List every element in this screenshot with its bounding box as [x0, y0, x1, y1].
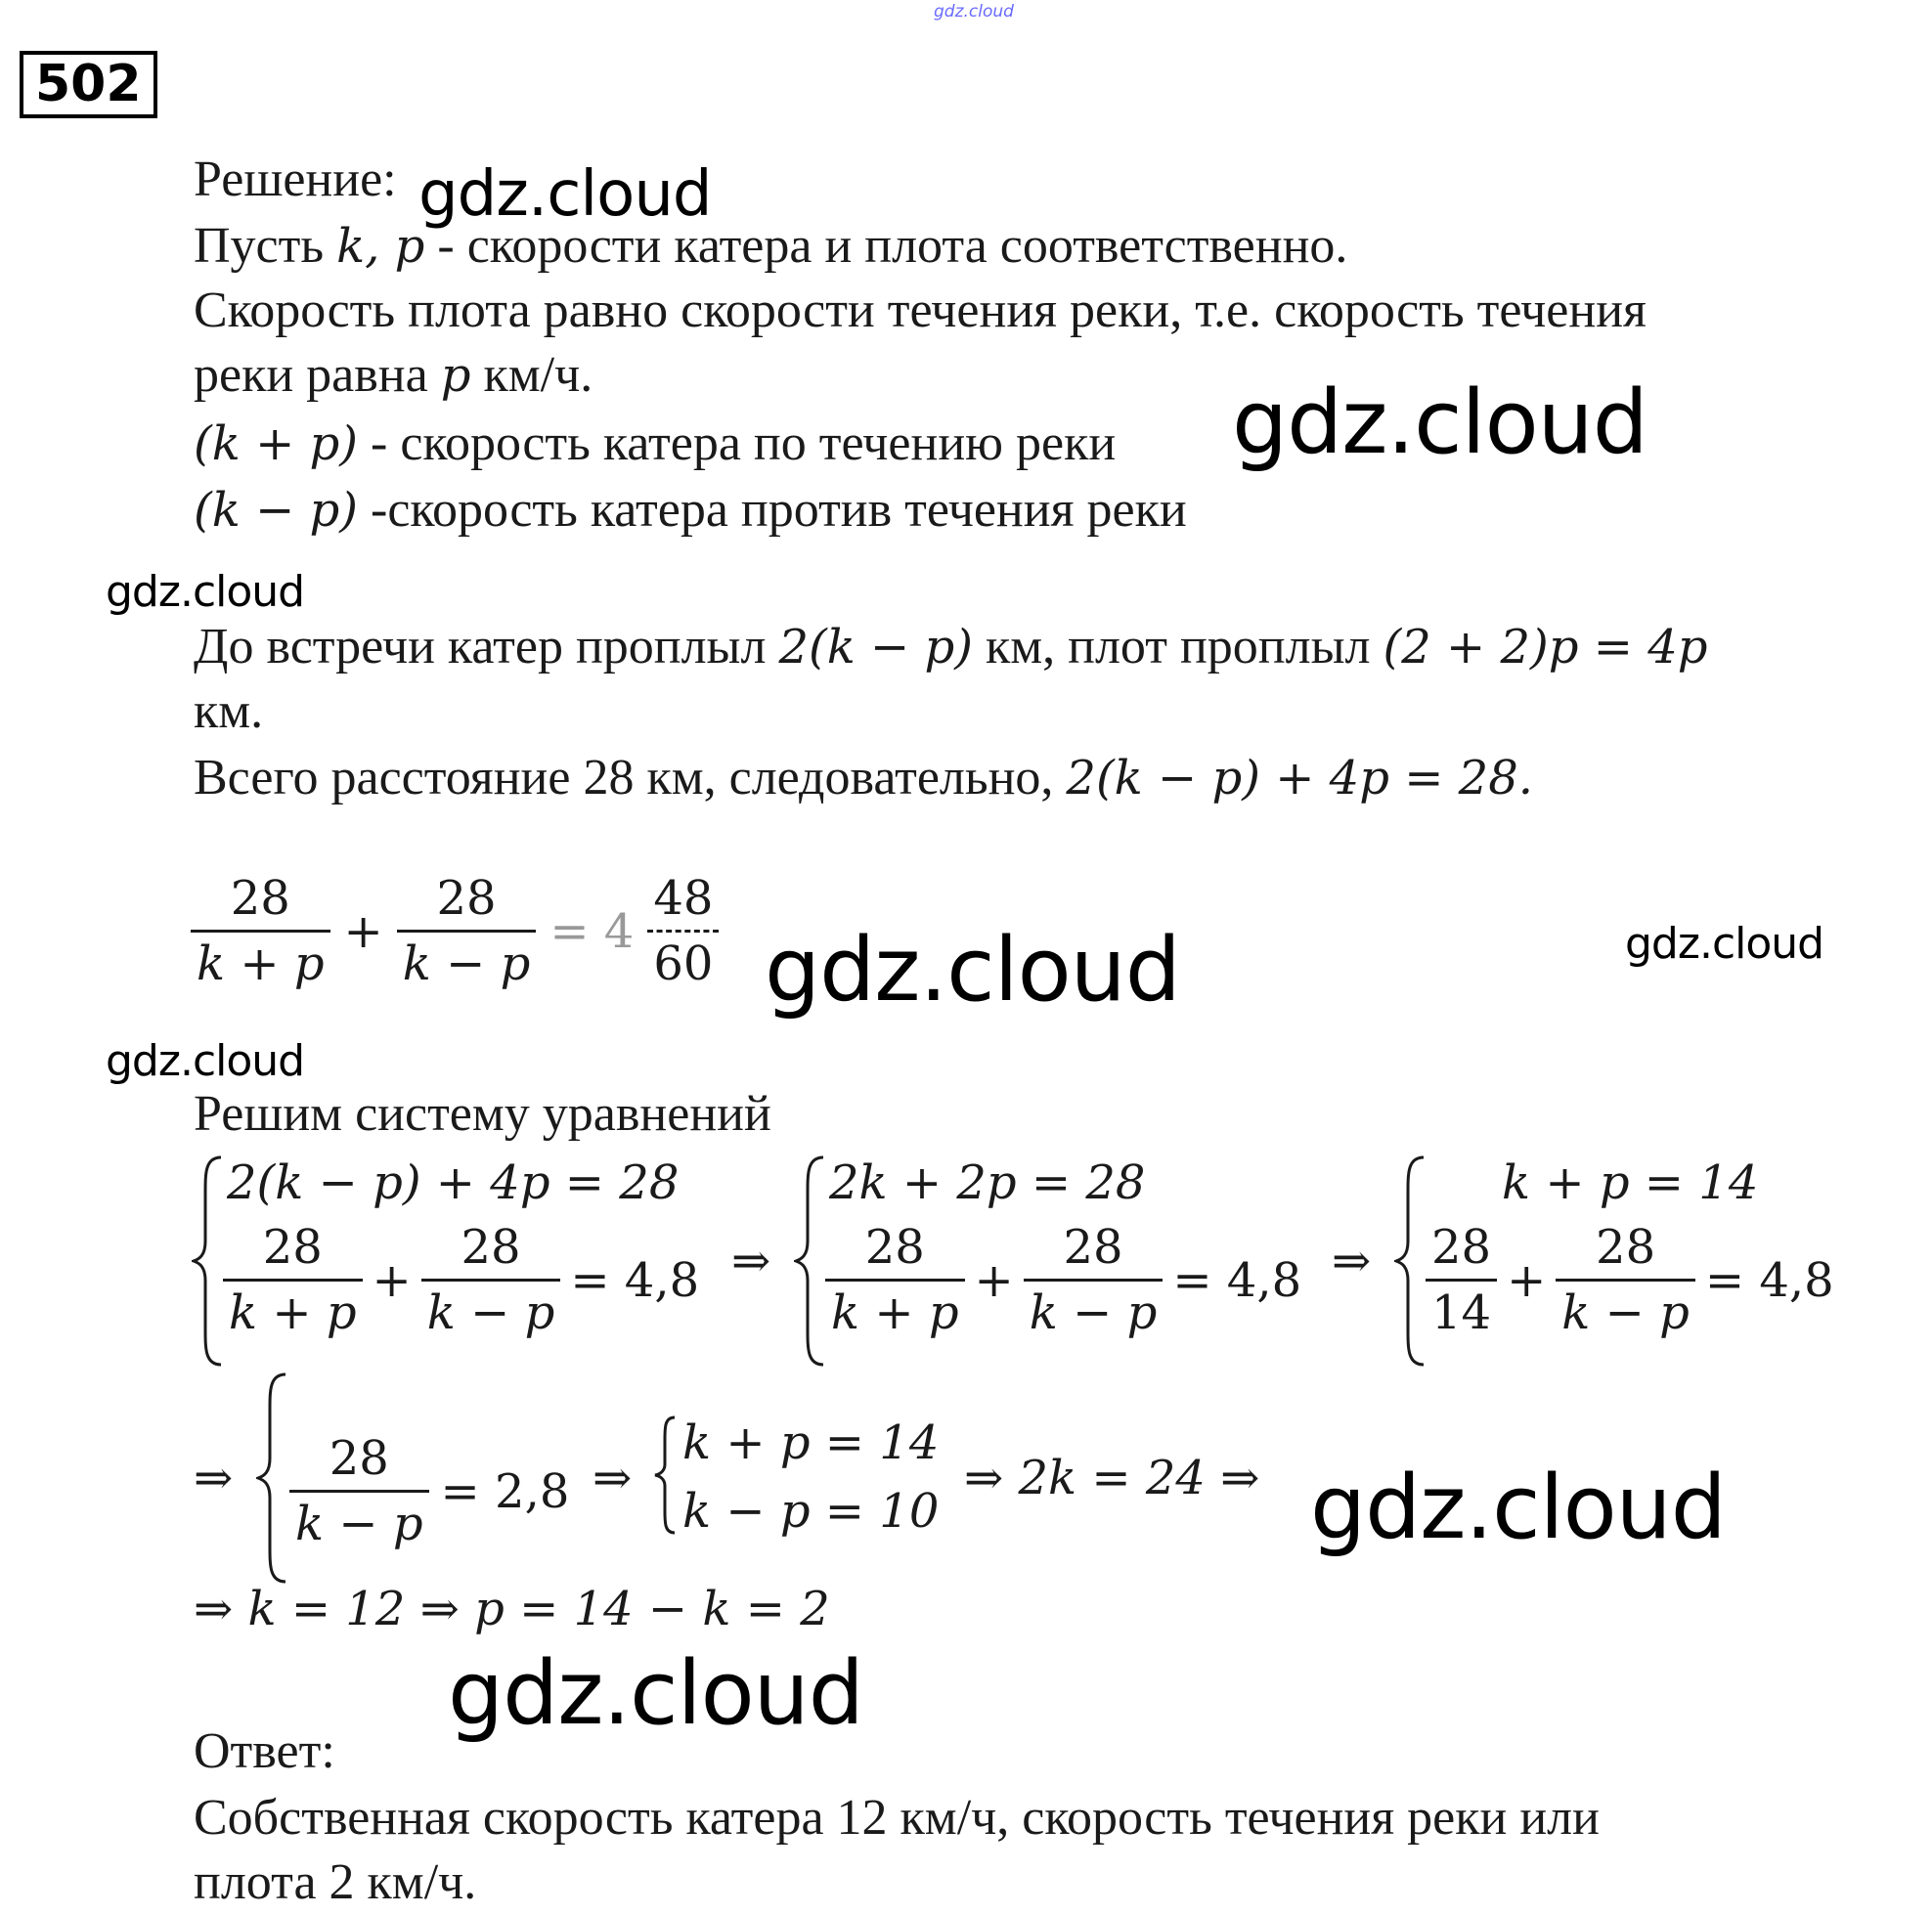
s2-frac-1-den: k + p: [825, 1279, 965, 1336]
system-3-row-2: [1426, 1220, 1834, 1340]
s1-frac-2-num: 28: [461, 1220, 521, 1275]
system-3-brace: [1394, 1153, 1427, 1369]
answer-line-2: плота 2 км/ч.: [194, 1854, 477, 1910]
s3-frac-1-num: 28: [1431, 1220, 1492, 1275]
s1-frac-1-num: 28: [262, 1220, 323, 1275]
eq1-f2-den: k − p: [397, 930, 537, 987]
equation-1: [191, 871, 719, 991]
line-1-vars: k, p: [336, 219, 425, 274]
s4-frac-num: 28: [329, 1431, 389, 1486]
watermark: gdz.cloud: [765, 919, 1180, 1022]
s2-frac-2: [1024, 1220, 1164, 1340]
line-3-start: реки равна: [194, 347, 441, 403]
line-6-math-2: (2 + 2)p = 4p: [1383, 620, 1708, 675]
line-5-math: (k − p): [194, 483, 358, 538]
line-1-end: - скорости катера и плота соответственно.: [424, 218, 1348, 274]
system-3-row-1: k + p = 14: [1502, 1155, 1759, 1210]
final-result: ⇒ k = 12 ⇒ p = 14 − k = 2: [194, 1582, 830, 1636]
s2-frac-1: [825, 1220, 965, 1340]
watermark: gdz.cloud: [1232, 371, 1647, 474]
system-5-brace: [653, 1414, 679, 1537]
line-5-text: -скорость катера против течения реки: [358, 482, 1187, 538]
eq1-f3-num: 48: [653, 871, 714, 926]
system-4-row: [289, 1431, 570, 1551]
watermark: gdz.cloud: [418, 158, 712, 231]
watermark: gdz.cloud: [448, 1642, 863, 1745]
line-3-end: км/ч.: [470, 347, 593, 403]
s3-plus: +: [1507, 1252, 1547, 1308]
s4-frac: [289, 1431, 429, 1551]
s3-frac-2: [1556, 1220, 1695, 1340]
eq1-plus: +: [343, 903, 383, 959]
system-5-row-2: k − p = 10: [682, 1484, 940, 1539]
task-number-badge: 502: [20, 51, 157, 118]
answer-line-1: Собственная скорость катера 12 км/ч, скорость течения реки или: [194, 1790, 1600, 1846]
watermark: gdz.cloud: [1310, 1457, 1726, 1559]
line-3-var: p: [440, 348, 471, 403]
line-8-text: Всего расстояние 28 км, следовательно,: [194, 750, 1067, 805]
s1-frac-1: [223, 1220, 363, 1340]
equation-2k: ⇒ 2k = 24 ⇒: [964, 1451, 1260, 1505]
implies-arrow-2: ⇒: [1332, 1234, 1372, 1288]
s3-rhs: = 4,8: [1704, 1252, 1834, 1308]
s3-frac-1: [1426, 1220, 1497, 1340]
s2-rhs: = 4,8: [1172, 1252, 1302, 1308]
system-1-brace: [192, 1153, 225, 1369]
implies-arrow-3: ⇒: [194, 1451, 234, 1505]
system-2-row-2: [825, 1220, 1302, 1340]
s2-frac-1-num: 28: [864, 1220, 925, 1275]
system-2-row-1: 2k + 2p = 28: [829, 1155, 1146, 1210]
eq1-f1-num: 28: [230, 871, 290, 926]
system-1-row-1: 2(k − p) + 4p = 28: [227, 1155, 680, 1210]
line-1-start: Пусть: [194, 218, 337, 274]
line-8-math: 2(k − p) + 4p = 28.: [1066, 751, 1534, 805]
s2-frac-2-den: k − p: [1024, 1279, 1164, 1336]
s3-frac-1-den: 14: [1426, 1279, 1497, 1336]
answer-label: Ответ:: [194, 1723, 335, 1779]
line-5: [194, 482, 1187, 538]
system-5-row-1: k + p = 14: [682, 1415, 940, 1470]
s3-frac-2-den: k − p: [1556, 1279, 1695, 1336]
eq1-f2-num: 28: [436, 871, 497, 926]
s1-frac-2-den: k − p: [421, 1279, 561, 1336]
eq1-fraction-1: [191, 871, 330, 991]
line-1: [194, 218, 1348, 274]
s1-plus: +: [372, 1252, 412, 1308]
s1-frac-2: [421, 1220, 561, 1340]
watermark: gdz.cloud: [1625, 919, 1824, 969]
line-4-math: (k + p): [194, 416, 358, 471]
line-2: Скорость плота равно скорости течения реки, т.е. скорость течения: [194, 283, 1647, 338]
line-8: [194, 750, 1534, 805]
top-site-label: gdz.cloud: [934, 2, 1014, 22]
system-4-brace: [256, 1371, 289, 1586]
line-7: км.: [194, 683, 264, 739]
eq1-fraction-2: [397, 871, 537, 991]
implies-arrow-1: ⇒: [731, 1234, 771, 1288]
system-label: Решим систему уравнений: [194, 1086, 771, 1142]
s2-frac-2-num: 28: [1063, 1220, 1123, 1275]
line-6-a: До встречи катер проплыл: [194, 619, 779, 675]
s1-rhs: = 4,8: [570, 1252, 700, 1308]
s4-frac-den: k − p: [289, 1490, 429, 1547]
s1-frac-1-den: k + p: [223, 1279, 363, 1336]
line-3: [194, 347, 593, 403]
line-4-text: - скорость катера по течению реки: [358, 415, 1117, 471]
eq1-equals: = 4: [549, 903, 635, 959]
s2-plus: +: [974, 1252, 1014, 1308]
system-1-row-2: [223, 1220, 700, 1340]
eq1-fraction-3: [647, 871, 719, 991]
solution-label: Решение:: [194, 152, 397, 207]
line-6: [194, 619, 1708, 675]
eq1-f1-den: k + p: [191, 930, 330, 987]
watermark: gdz.cloud: [106, 1036, 305, 1086]
s4-rhs: = 2,8: [440, 1463, 570, 1519]
implies-arrow-4: ⇒: [593, 1451, 633, 1505]
s3-frac-2-num: 28: [1596, 1220, 1656, 1275]
eq1-f3-den: 60: [647, 930, 719, 987]
line-4: [194, 415, 1117, 471]
line-6-b: км, плот проплыл: [972, 619, 1383, 675]
watermark: gdz.cloud: [106, 567, 305, 617]
system-2-brace: [794, 1153, 827, 1369]
line-6-math-1: 2(k − p): [778, 620, 973, 675]
